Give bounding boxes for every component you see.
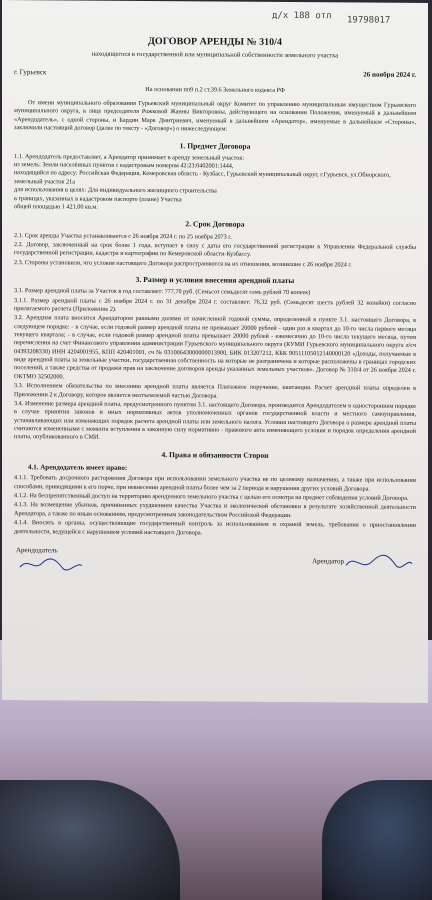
clause-4-1-3: 4.1.3. На возмещение убытков, причиненных ухудшением качества Участка и экологической обстановки в результате хозяйственной деятельности Арендатора, а также по иным основаниям, предусмотренным законодательством Российской Федерации. (14, 501, 416, 519)
clause-4-1-1: 4.1.1. Требовать досрочного расторжения Договора при использовании земельного участка не по целевому назначению, а также при использовании способами, приводящими к его порче, при невнесении арендной платы более чем за 2 периода и нарушения других условий Договора. (14, 474, 416, 493)
signature-lessee (312, 548, 414, 576)
signature-lessor-label: Арендодатель (16, 545, 58, 555)
section-2-title: 2. Срок Договора (185, 219, 245, 229)
clause-4-1-4: 4.1.4. Вносить в органы, осуществляющие государственный контроль за использованием и охраной земель, требования о приостановлении деятельности, ведущейся с нарушением условий настоящего Договора. (14, 519, 416, 536)
signature-row (14, 546, 416, 576)
clause-1-1-purpose: для использования в целях: Для индивидуального жилищного строительства (14, 186, 217, 195)
document-subtitle: находящегося в государственной или муниципальной собственности земельного участка (91, 50, 339, 59)
document-title: ДОГОВОР АРЕНДЫ № 310/4 (148, 36, 282, 48)
handwritten-note-left: д/х 188 отл (272, 10, 332, 22)
place-date-row (14, 68, 416, 80)
contract-date: 26 ноября 2024 г. (363, 70, 416, 80)
city: г. Гурьевск (14, 68, 47, 77)
contract-page (2, 0, 428, 703)
lessor-signature-scribble (16, 555, 86, 573)
clause-3-2: 3.2. Арендная плата вносится Арендатором равными долями от начисленной годовой суммы, определенной в пункте 3.1. настоящего Договора, в следующем порядке: - в случае, если годовой размер арендной платы не превышает 20000 рублей - один раз в квартал до 10-го числа первого месяца текущего квартала; - в случае, если годовой размер арендной платы превышает 20000 рублей - ежемесячно до 10-го числа текущего месяца, путем перечисления на счет Финансового управления администрации Гурьевского муниципального округа (КУМИ Гурьевского муниципального округа л/сч 04393208330) ИНН 4204001955, КПП 420401001, сч № 03100643000000013900, БИК 013207212, КБК 90511105012140000120 «Доходы, получаемые в виде арендной платы за земельные участки, государственная собственность на которые не разграничена и которые расположены в границах городских поселений, а также средства от продажи прав на заключение договоров аренды указанных земельных участков». Договор № 310/4 от 26 ноября 2024 г. ОКТМО 32502000. (14, 314, 416, 381)
lessee-signature-scribble (344, 551, 414, 573)
clause-1-1-bounds: в границах, указанных в кадастровом паспорте (плане) Участка (14, 194, 182, 203)
clause-4-1-2: 4.1.2. На беспрепятственный доступ на территорию арендуемого земельного участка с целью его осмотра на предмет соблюдения условий Договора. (14, 492, 409, 502)
clause-1-1-area: общей площадью 1 421,00 кв.м. (14, 202, 98, 211)
section-2-body (14, 232, 416, 270)
handwritten-note-right: 19798017 (347, 15, 391, 26)
legal-basis: На основании пп9 п.2 ст.39.6 Земельного кодекса РФ (145, 85, 285, 94)
section-3-title: 3. Размер и условия внесения арендной платы (135, 274, 295, 285)
clause-2-2: 2.2. Договор, заключенный на срок более 1 года, вступает в силу с даты его государственной регистрации в Управлении Федеральной службы государственной регистрации, кадастра и картографии по Кемеровской области-Кузбассу. (14, 240, 416, 258)
section-4-body (14, 474, 416, 538)
clause-2-3: 2.3. Стороны установили, что условия настоящего Договора распространяются на их отношения, возникшие с 26 ноября 2024 г. (14, 258, 352, 269)
background-jeans-right (322, 780, 432, 900)
section-1-body (14, 153, 416, 214)
signature-lessee-label: Арендатор (312, 557, 344, 566)
clause-2-1: 2.1. Срок аренды Участка устанавливается с 26 ноября 2024 г. по 25 ноября 2073 г. (14, 231, 232, 241)
section-4-1-subtitle: 4.1. Арендодатель имеет право: (28, 463, 128, 472)
preamble: От имени муниципального образования Гурьевский муниципальный округ Комитет по управлению муниципальным имуществом Гурьевского муниципального округа, в лице председателя Рожковой Жанны Викторовны, действующего на основании Положения, именуемый в дальнейшем «Арендодатель», с одной стороны, и Бардин Марк Дмитриевич, именуемый в дальнейшем «Арендатор», именуемые в дальнейшем «Стороны», заключили настоящий договор (далее по тексту - «Договор») о нижеследующем: (14, 99, 416, 133)
clause-1-1-address: находящийся по адресу: Российская Федерация, Кемеровская область - Кузбасс, Гурьевский муниципальный округ, г.Гурьевск, ул.Обнорского, земельный участок 21а (14, 169, 391, 186)
clause-3-4: 3.4. Изменение размера арендной платы, предусмотренного пунктом 3.1. настоящего Договора, производится Арендодателем в одностороннем порядке в случае принятия законов и иных нормативных актов уполномоченных органов государственной власти и местного самоуправления, устанавливающих или изменяющих порядок расчета арендной платы или земельного налога. Условия настоящего Договора о размере арендной платы считаются измененными с момента вступления в законную силу нормативно - правового акта изменяющего условия и порядок определения арендной платы, опубликованного в СМИ. (14, 399, 416, 441)
clause-1-1-land: из земель: Земли населённых пунктов с кадастровым номером 42:23:0402001:1444, (14, 161, 234, 170)
signature-lessor (16, 546, 86, 574)
clause-1-1: 1.1. Арендодатель предоставляет, а Арендатор принимает в аренду земельный участок: (14, 152, 245, 162)
section-3-body (14, 287, 416, 444)
clause-3-1-1: 3.1.1. Размер арендной платы с 26 ноября 2024 г. по 31 декабря 2024 г. составляет: 76,32 руб. (Семьдесят шесть рублей 32 копейки) согласно прилагаемого расчета (Приложение 2). (14, 296, 416, 313)
clause-3-3: 3.3. Исполнением обязательства по внесению арендной платы является Платежное поручение, квитанция. Расчет арендной платы определен в Приложении 2 к Договору, которое является неотъемлемой частью Договора. (14, 382, 416, 400)
clause-3-1: 3.1. Размер арендной платы за Участок в год составляет: 777,70 руб. (Семьсот семьдесят семь рублей 70 копеек) (14, 287, 311, 297)
section-4-title: 4. Права и обязанности Сторон (161, 449, 269, 460)
section-1-title: 1. Предмет Договора (179, 140, 251, 151)
